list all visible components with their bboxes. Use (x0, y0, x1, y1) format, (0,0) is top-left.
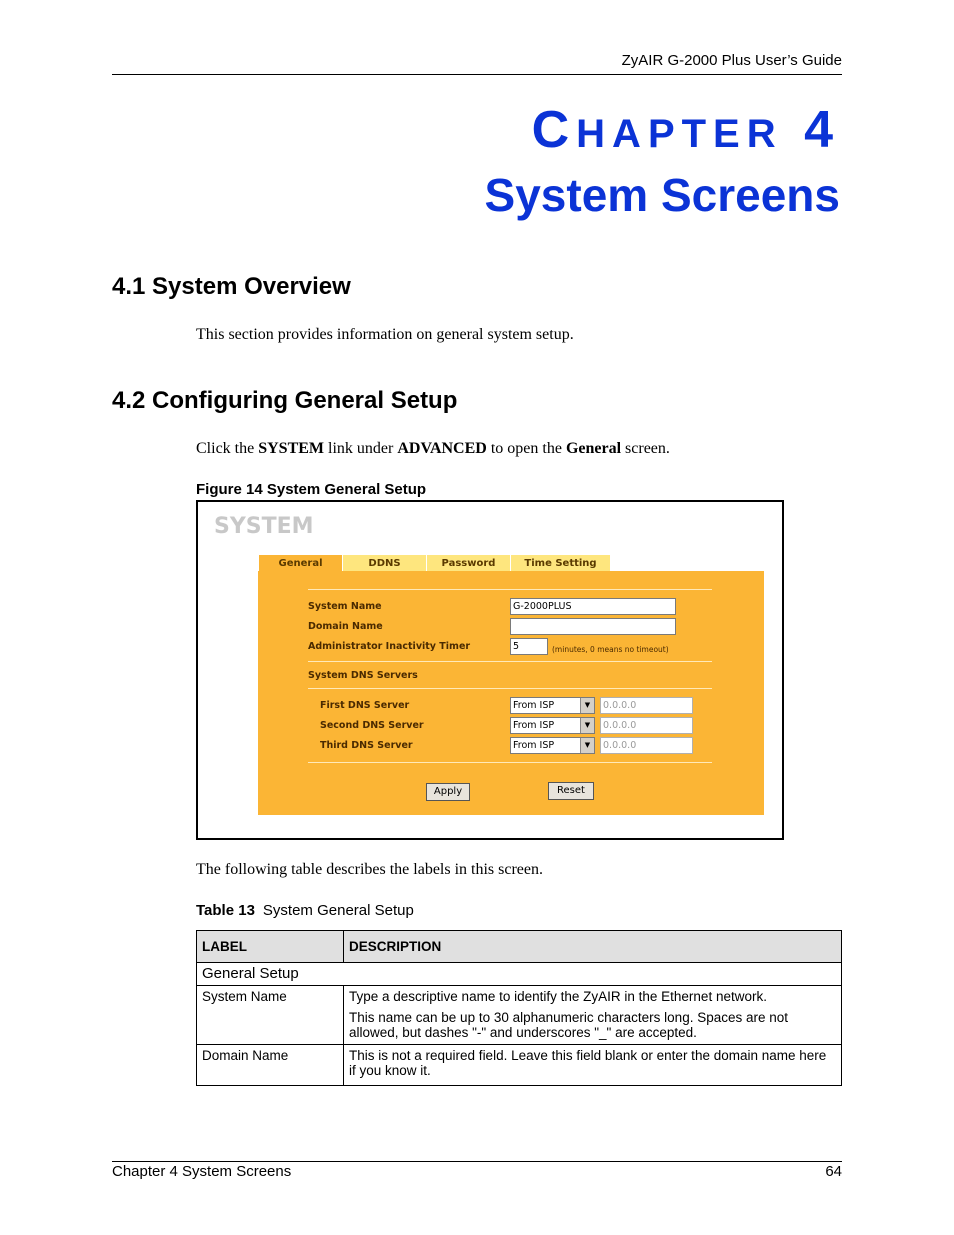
first-dns-label: First DNS Server (320, 700, 410, 711)
tab-general[interactable]: General (258, 554, 342, 572)
table-section-row (197, 963, 842, 986)
row-description (344, 1045, 842, 1086)
system-name-input[interactable]: G-2000PLUS (510, 598, 676, 615)
first-dns-select-value: From ISP (513, 700, 555, 711)
row-description-para: Type a descriptive name to identify the ZyAIR in the Ethernet network. (349, 989, 767, 1004)
intro-bold-system: SYSTEM (258, 440, 325, 457)
domain-name-input[interactable] (510, 618, 676, 635)
chapter-label (532, 100, 840, 160)
domain-name-label: Domain Name (308, 621, 383, 632)
header-description: DESCRIPTION (344, 931, 842, 963)
tab-bar (258, 554, 610, 572)
intro-text-2: link under (324, 440, 398, 457)
header-label: LABEL (197, 931, 344, 963)
first-dns-ip-input[interactable]: 0.0.0.0 (600, 697, 693, 714)
running-header: ZyAIR G-2000 Plus User’s Guide (621, 52, 842, 69)
screen-title: SYSTEM (214, 514, 314, 539)
dropdown-arrow-icon[interactable]: ▼ (580, 738, 594, 753)
second-dns-ip-input[interactable]: 0.0.0.0 (600, 717, 693, 734)
table-caption-title: System General Setup (262, 902, 414, 919)
timer-hint: (minutes, 0 means no timeout) (552, 645, 669, 654)
reset-button[interactable]: Reset (548, 782, 594, 800)
table-row (197, 1045, 842, 1086)
section-heading-general-setup: 4.2 Configuring General Setup (112, 387, 458, 414)
apply-button[interactable]: Apply (426, 783, 470, 801)
tab-ddns[interactable]: DDNS (342, 554, 426, 572)
intro-text-1: Click the (196, 440, 259, 457)
table-caption-number: Table 13 (196, 902, 255, 919)
second-dns-label: Second DNS Server (320, 720, 424, 731)
divider-top (308, 589, 712, 590)
chapter-title: System Screens (484, 169, 840, 221)
second-dns-select[interactable] (510, 717, 595, 734)
row-description-para: This is not a required field. Leave this field blank or enter the domain name here if you know it. (349, 1048, 827, 1078)
divider-dns (308, 688, 712, 689)
chapter-initial: C (531, 101, 577, 159)
dropdown-arrow-icon[interactable]: ▼ (580, 698, 594, 713)
intro-text-4: screen. (621, 440, 670, 457)
row-description (344, 986, 842, 1045)
table-row (197, 986, 842, 1045)
section-heading-overview: 4.1 System Overview (112, 273, 351, 300)
header-rule (112, 74, 842, 75)
timer-label: Administrator Inactivity Timer (308, 641, 471, 652)
description-table (196, 930, 842, 1086)
page-number: 64 (825, 1163, 842, 1180)
after-figure-paragraph: The following table describes the labels in this screen. (196, 861, 544, 878)
divider-middle (308, 661, 712, 662)
chapter-word: HAPTER (576, 112, 783, 156)
third-dns-ip-input[interactable]: 0.0.0.0 (600, 737, 693, 754)
overview-paragraph: This section provides information on general system setup. (196, 326, 574, 343)
third-dns-label: Third DNS Server (320, 740, 413, 751)
third-dns-select-value: From ISP (513, 740, 555, 751)
dropdown-arrow-icon[interactable]: ▼ (580, 718, 594, 733)
system-name-label: System Name (308, 601, 382, 612)
row-label: System Name (197, 986, 344, 1045)
third-dns-select[interactable] (510, 737, 595, 754)
settings-panel (258, 571, 765, 815)
intro-bold-advanced: ADVANCED (397, 440, 487, 457)
intro-bold-general: General (565, 440, 622, 457)
intro-text-3: to open the (486, 440, 566, 457)
row-label: Domain Name (197, 1045, 344, 1086)
second-dns-select-value: From ISP (513, 720, 555, 731)
tab-password[interactable]: Password (426, 554, 510, 572)
figure-caption: Figure 14 System General Setup (196, 481, 427, 498)
table-caption (196, 902, 414, 919)
figure-screenshot (196, 500, 784, 840)
row-description-para: This name can be up to 30 alphanumeric characters long. Spaces are not allowed, but dashes "-" and underscores "_" are accepted. (349, 1010, 789, 1040)
divider-bottom (308, 762, 712, 763)
footer-chapter: Chapter 4 System Screens (112, 1163, 292, 1180)
first-dns-select[interactable] (510, 697, 595, 714)
footer-rule (112, 1161, 842, 1162)
dns-section-label: System DNS Servers (308, 670, 418, 681)
timer-input[interactable]: 5 (510, 638, 548, 655)
tab-time-setting[interactable]: Time Setting (510, 554, 610, 572)
intro-paragraph (196, 440, 670, 458)
chapter-number: 4 (804, 101, 840, 159)
table-header-row (197, 931, 842, 963)
section-row-label: General Setup (197, 963, 842, 986)
